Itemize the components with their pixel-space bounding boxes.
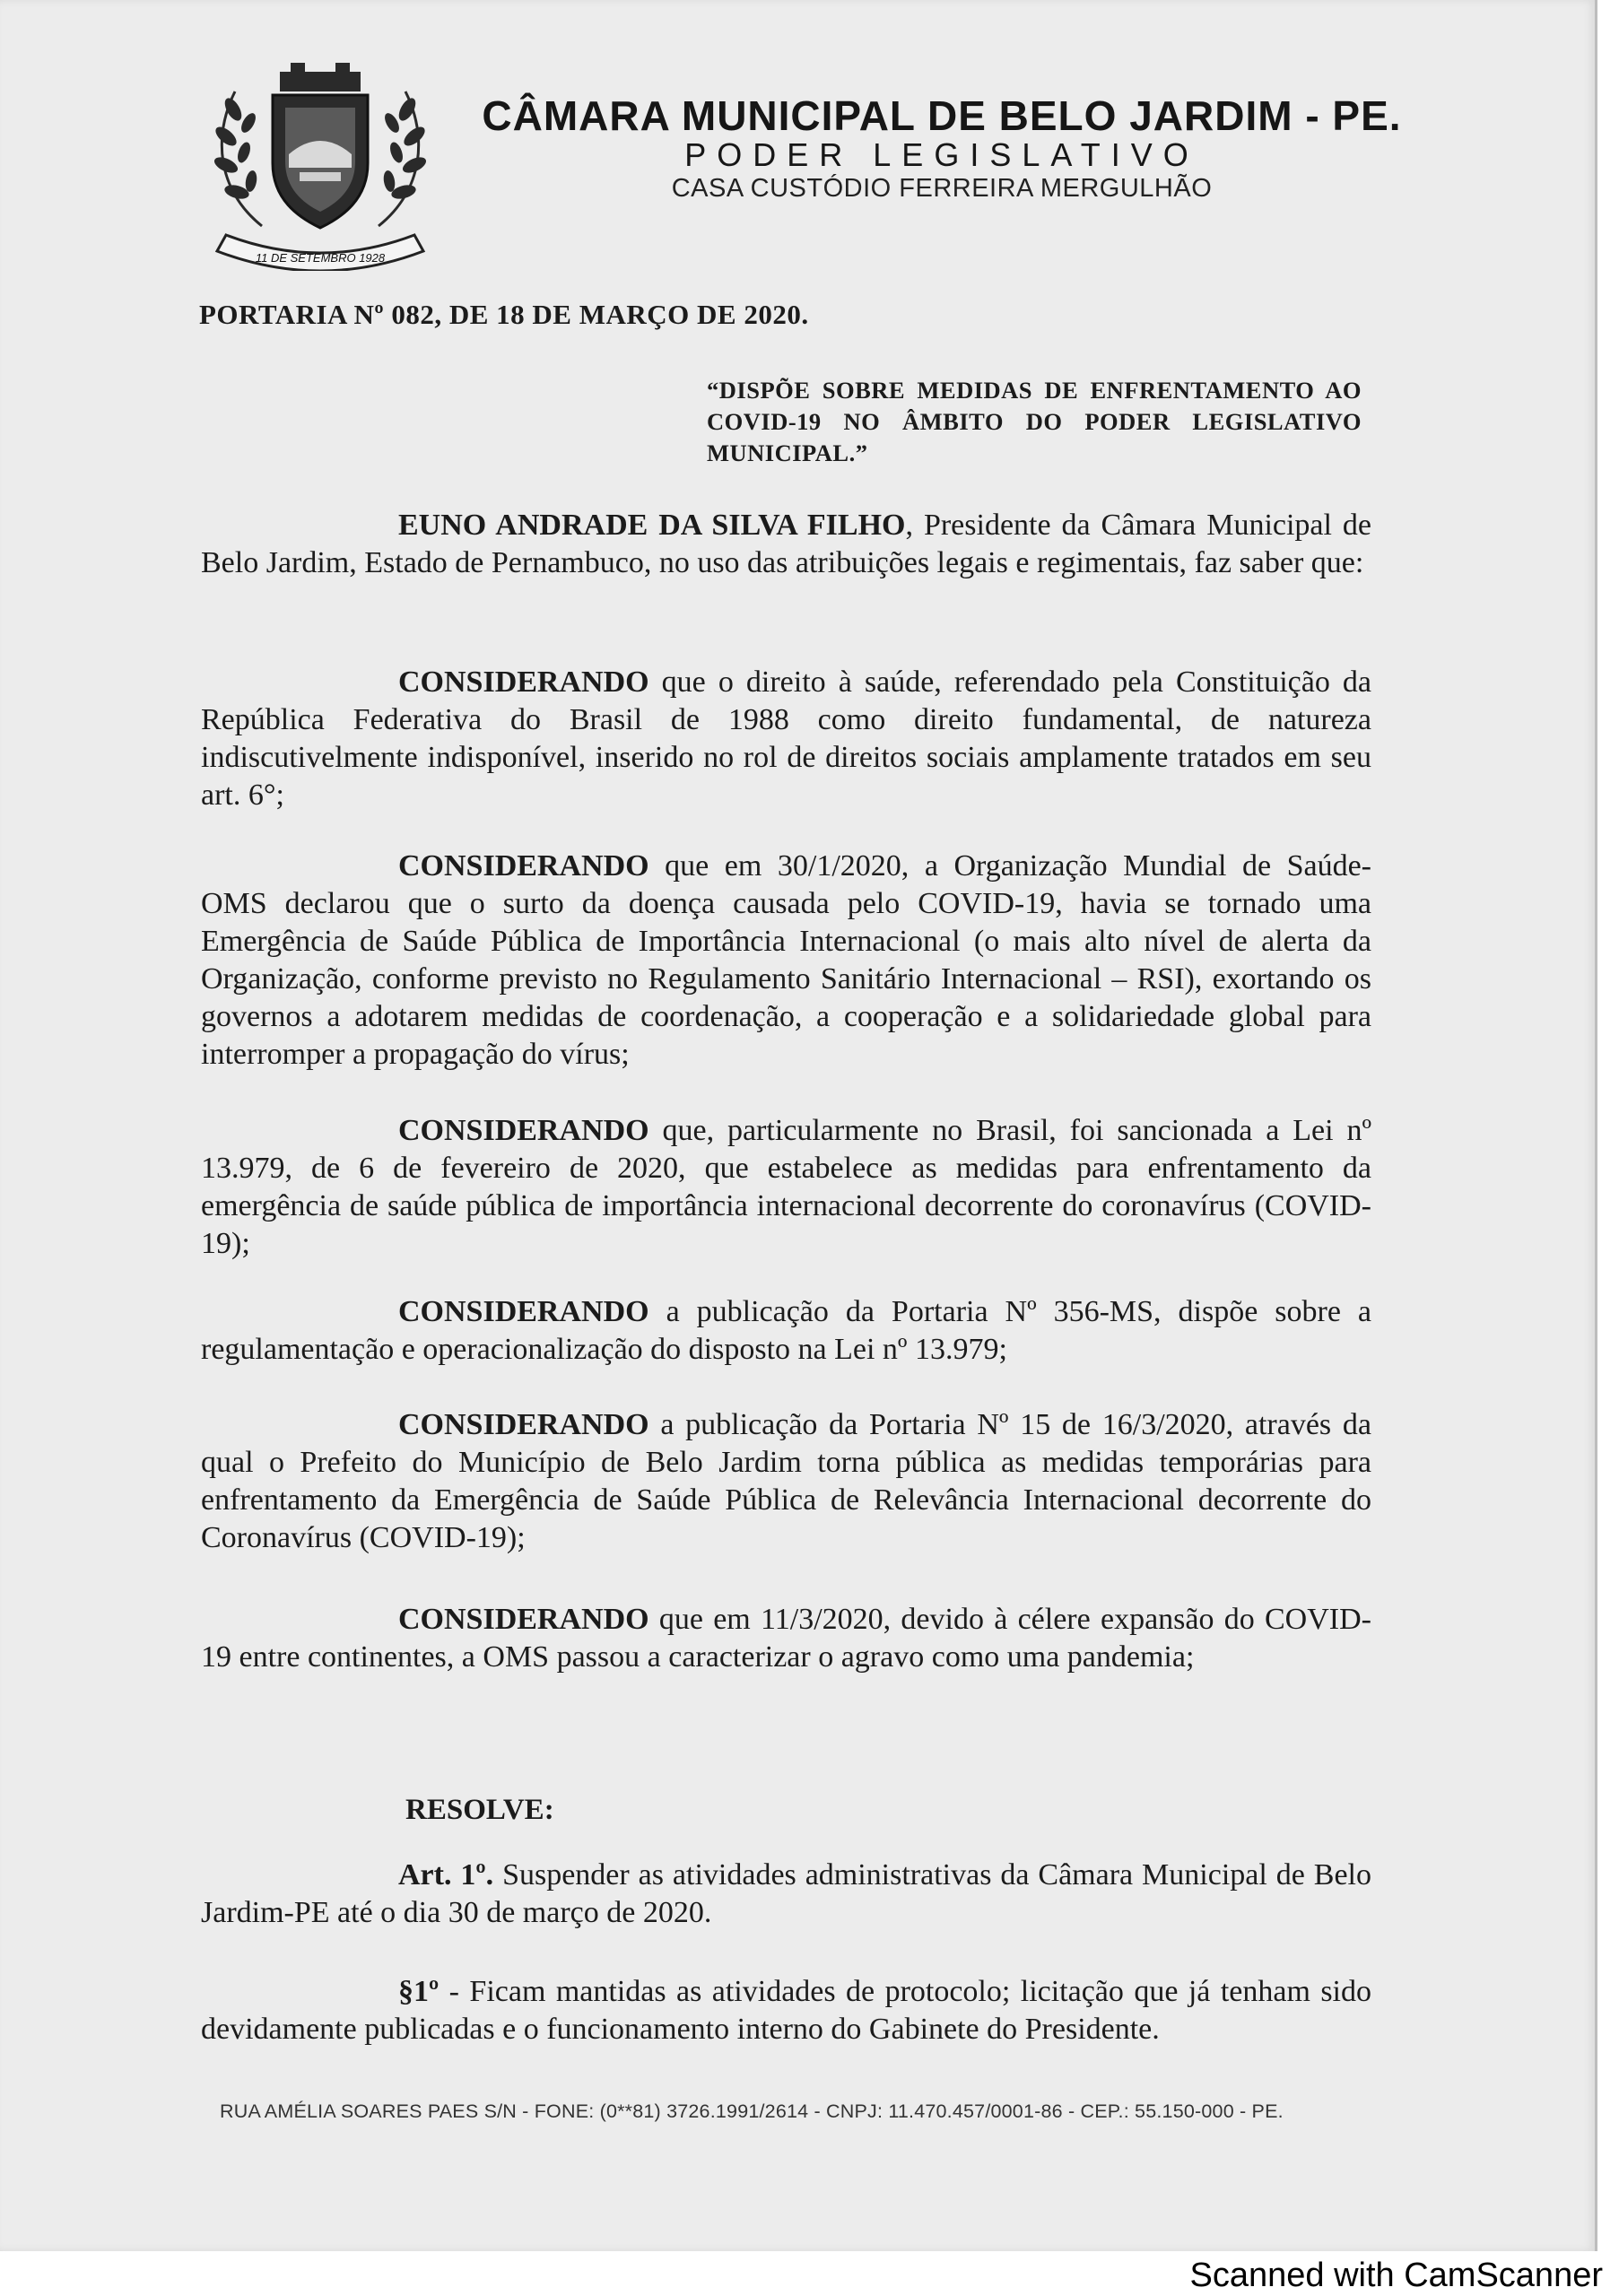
resolve-heading: RESOLVE: bbox=[405, 1794, 554, 1826]
whereas-text-5: a publicação da Portaria Nº 15 de 16/3/2020, através da qual o Prefeito do Município de Belo Jardim torna pública as medidas temporárias para enfrentamento da Emergência de Saúde Pública de Relevância Internacional decorrente do Coronavírus (COVID-19); bbox=[201, 1408, 1371, 1554]
whereas-text-6: que em 11/3/2020, devido à célere expansão do COVID-19 entre continentes, a OMS passou a caracterizar o agravo como uma pandemia; bbox=[201, 1603, 1371, 1674]
paragraph-1-label: §1º bbox=[398, 1975, 440, 2008]
crest-ribbon-text: 11 DE SETEMBRO 1928 bbox=[255, 251, 386, 265]
institution-subtitle: PODER LEGISLATIVO bbox=[684, 136, 1199, 173]
article-1-label: Art. 1º. bbox=[398, 1858, 494, 1892]
whereas-paragraph-2 bbox=[201, 848, 1371, 1074]
ordinance-summary: “DISPÕE SOBRE MEDIDAS DE ENFRENTAMENTO AO COVID-19 NO ÂMBITO DO PODER LEGISLATIVO MUNICIPAL.” bbox=[707, 377, 1362, 466]
president-name: EUNO ANDRADE DA SILVA FILHO bbox=[398, 509, 906, 542]
preamble-paragraph bbox=[201, 507, 1371, 582]
whereas-paragraph-6 bbox=[201, 1601, 1371, 1676]
page-edge bbox=[1595, 0, 1597, 2251]
institution-title: CÂMARA MUNICIPAL DE BELO JARDIM - PE. bbox=[482, 92, 1402, 139]
whereas-paragraph-5 bbox=[201, 1406, 1371, 1557]
whereas-paragraph-4 bbox=[201, 1293, 1371, 1369]
paragraph-1-text: - Ficam mantidas as atividades de protocolo; licitação que já tenham sido devidamente publicadas e o funcionamento interno do Gabinete do Presidente. bbox=[201, 1975, 1371, 2046]
footer-address: RUA AMÉLIA SOARES PAES S/N - FONE: (0**81) 3726.1991/2614 - CNPJ: 11.470.457/0001-86 - CEP.: 55.150-000 - PE. bbox=[220, 2100, 1284, 2122]
whereas-text-2: que em 30/1/2020, a Organização Mundial de Saúde-OMS declarou que o surto da doença causada pelo COVID-19, havia se tornado uma Emergência de Saúde Pública de Importância Internacional (o mais alto nível de alerta da Organização, conforme previsto no Regulamento Sanitário Internacional – RSI), exortando os governos a adotarem medidas de coordenação, a cooperação e a solidariedade global para interromper a propagação do vírus; bbox=[201, 849, 1371, 1071]
whereas-label: CONSIDERANDO bbox=[398, 1114, 649, 1147]
whereas-label: CONSIDERANDO bbox=[398, 1408, 649, 1441]
whereas-paragraph-3 bbox=[201, 1112, 1371, 1263]
preamble-text: , Presidente da Câmara Municipal de Belo Jardim, Estado de Pernambuco, no uso das atribuições legais e regimentais, faz saber que: bbox=[201, 509, 1372, 579]
ordinance-title: PORTARIA Nº 082, DE 18 DE MARÇO DE 2020. bbox=[199, 299, 809, 330]
paragraph-1 bbox=[201, 1973, 1371, 2048]
whereas-label: CONSIDERANDO bbox=[398, 665, 649, 699]
whereas-text-3: que, particularmente no Brasil, foi sancionada a Lei nº 13.979, de 6 de fevereiro de 2020, que estabelece as medidas para enfrentamento da emergência de saúde pública de importância internacional decorrente do coronavírus (COVID-19); bbox=[201, 1114, 1371, 1260]
article-1 bbox=[201, 1857, 1371, 1932]
whereas-label: CONSIDERANDO bbox=[398, 1603, 649, 1636]
whereas-paragraph-1 bbox=[201, 664, 1371, 814]
whereas-label: CONSIDERANDO bbox=[398, 849, 649, 883]
whereas-label: CONSIDERANDO bbox=[398, 1295, 649, 1328]
article-1-text: Suspender as atividades administrativas da Câmara Municipal de Belo Jardim-PE até o dia 30 de março de 2020. bbox=[201, 1858, 1371, 1929]
scanner-watermark: Scanned with CamScanner bbox=[1189, 2257, 1603, 2294]
institution-house: CASA CUSTÓDIO FERREIRA MERGULHÃO bbox=[671, 174, 1213, 203]
coat-of-arms-icon bbox=[199, 56, 441, 271]
whereas-text-4: a publicação da Portaria Nº 356-MS, dispõe sobre a regulamentação e operacionalização do disposto na Lei nº 13.979; bbox=[201, 1295, 1371, 1366]
whereas-text-1: que o direito à saúde, referendado pela Constituição da República Federativa do Brasil de 1988 como direito fundamental, de natureza indiscutivelmente indisponível, inserido no rol de direitos sociais amplamente tratados em seu art. 6°; bbox=[201, 665, 1371, 812]
